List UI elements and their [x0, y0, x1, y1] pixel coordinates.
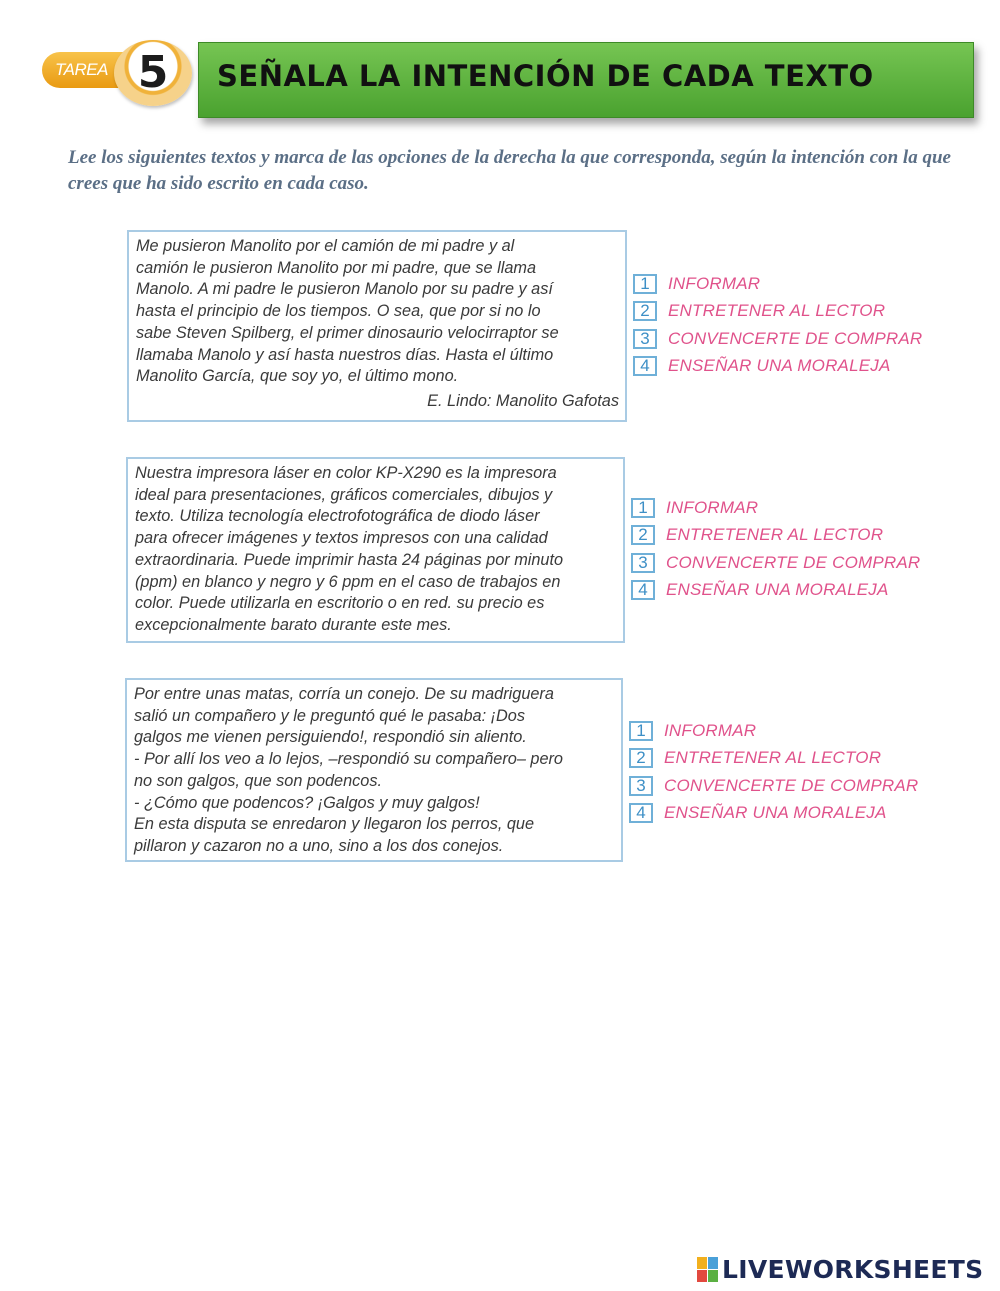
option-number-box[interactable]: 1 [633, 274, 657, 294]
task-label: TAREA [55, 60, 108, 79]
page-title: SEÑALA LA INTENCIÓN DE CADA TEXTO [217, 59, 874, 93]
instructions-text: Lee los siguientes textos y marca de las opciones de la derecha la que corresponda, según la intención con la que crees que ha sido escrito en cada caso. [68, 147, 951, 194]
option-moraleja[interactable] [629, 800, 918, 828]
option-entretener[interactable] [629, 745, 918, 773]
option-label[interactable]: ENTRETENER AL LECTOR [666, 525, 884, 545]
option-number-box[interactable]: 3 [629, 776, 653, 796]
option-moraleja[interactable] [633, 353, 922, 381]
reading-text-2: Nuestra impresora láser en color KP-X290 es la impresora ideal para presentaciones, gráficos comerciales, dibujos y texto. Utiliza tecnología electrofotográfica de diodo láser para ofrecer imágenes y textos impresos con una calidad extraordinaria. Puede imprimir hasta 24 páginas por minuto (ppm) en blanco y negro y 6 ppm en el caso de trabajos en color. Puede utilizarla en escritorio o en red. su precio es excepcionalmente barato durante este mes. [135, 464, 564, 634]
reading-text-box-2 [126, 457, 625, 643]
option-number-box[interactable]: 3 [633, 329, 657, 349]
logo-text: LIVEWORKSHEETS [722, 1255, 984, 1284]
option-informar[interactable] [633, 270, 922, 298]
option-convencer[interactable] [633, 325, 922, 353]
option-number-box[interactable]: 1 [631, 498, 655, 518]
option-label[interactable]: ENTRETENER AL LECTOR [664, 748, 882, 768]
options-group-3 [629, 717, 918, 827]
reading-text-1: Me pusieron Manolito por el camión de mi padre y al camión le pusieron Manolito por mi padre, que se llama Manolo. A mi padre le pusieron Manolo por su padre y así hasta el principio de los tiempos. O sea, que por si no lo sabe Steven Spilberg, el primer dinosaurio velocirraptor se llamaba Manolo y así hasta nuestros días. Hasta el último Manolito García, que soy yo, el último mono. [136, 237, 559, 386]
option-label[interactable]: INFORMAR [664, 720, 757, 740]
options-group-1 [633, 270, 922, 380]
option-entretener[interactable] [633, 298, 922, 326]
option-convencer[interactable] [631, 549, 920, 577]
option-label[interactable]: INFORMAR [668, 273, 761, 293]
option-informar[interactable] [631, 494, 920, 522]
option-number-box[interactable]: 2 [629, 748, 653, 768]
option-label[interactable]: CONVENCERTE DE COMPRAR [666, 552, 921, 572]
option-label[interactable]: ENSEÑAR UNA MORALEJA [664, 803, 887, 823]
option-informar[interactable] [629, 717, 918, 745]
option-label[interactable]: CONVENCERTE DE COMPRAR [668, 328, 923, 348]
option-entretener[interactable] [631, 522, 920, 550]
options-group-2 [631, 494, 920, 604]
option-label[interactable]: ENSEÑAR UNA MORALEJA [668, 356, 891, 376]
option-number-box[interactable]: 2 [633, 301, 657, 321]
option-number-box[interactable]: 4 [633, 356, 657, 376]
option-number-box[interactable]: 3 [631, 553, 655, 573]
liveworksheets-logo [697, 1255, 983, 1284]
option-label[interactable]: CONVENCERTE DE COMPRAR [664, 775, 919, 795]
task-number: 5 [137, 47, 169, 98]
liveworksheets-logo-icon [697, 1257, 719, 1283]
reading-attribution-1: E. Lindo: Manolito Gafotas [427, 391, 619, 410]
option-label[interactable]: ENSEÑAR UNA MORALEJA [666, 580, 889, 600]
reading-text-box-1 [127, 230, 627, 422]
reading-text-3: Por entre unas matas, corría un conejo. De su madriguera salió un compañero y le preguntó qué le pasaba: ¡Dos galgos me vienen persiguiendo!, respondió sin aliento. - Por allí los veo a lo lejos, –respondió su compañero– pero no son galgos, que son podencos. - ¿Cómo que podencos? ¡Galgos y muy galgos! En esta disputa se enredaron y llegaron los perros, que pillaron y cazaron no a uno, sino a los dos conejos. [134, 685, 563, 855]
option-label[interactable]: INFORMAR [666, 497, 759, 517]
title-banner [198, 42, 974, 118]
option-moraleja[interactable] [631, 577, 920, 605]
option-number-box[interactable]: 2 [631, 525, 655, 545]
option-number-box[interactable]: 4 [629, 803, 653, 823]
reading-text-box-3 [125, 678, 623, 862]
option-number-box[interactable]: 1 [629, 721, 653, 741]
option-label[interactable]: ENTRETENER AL LECTOR [668, 301, 886, 321]
option-convencer[interactable] [629, 772, 918, 800]
option-number-box[interactable]: 4 [631, 580, 655, 600]
